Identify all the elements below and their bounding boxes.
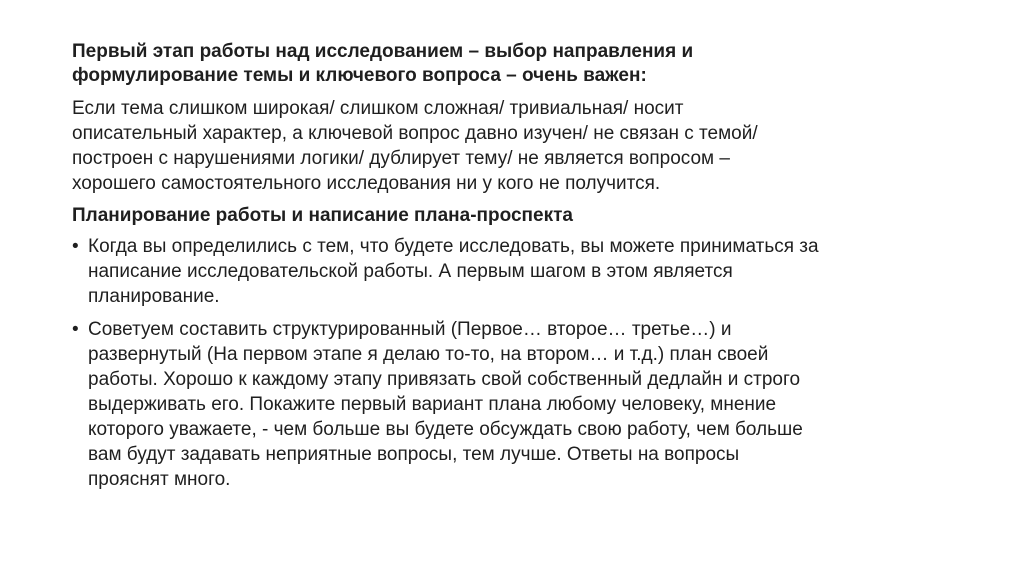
- heading-line: формулирование темы и ключевого вопроса – очень важен:: [72, 65, 647, 86]
- paragraph-line: описательный характер, а ключевой вопрос давно изучен/ не связан с темой/: [72, 123, 758, 144]
- bullet-text: [88, 234, 952, 309]
- bullet-line: Когда вы определились с тем, что будете исследовать, вы можете приниматься за: [88, 236, 819, 257]
- bullet-dot-icon: •: [72, 236, 79, 257]
- bullet-line: планирование.: [88, 286, 220, 307]
- bullet-dot-icon: •: [72, 319, 79, 340]
- bullet-line: прояснят много.: [88, 469, 231, 490]
- bullet-line: работы. Хорошо к каждому этапу привязать свой собственный дедлайн и строго: [88, 369, 801, 390]
- section-subheading: Планирование работы и написание плана-проспекта: [72, 205, 573, 226]
- bullet-item-plan-advice: [72, 317, 952, 492]
- slide-content: [72, 40, 952, 500]
- intro-paragraph: [72, 96, 952, 196]
- bullet-line: Советуем составить структурированный (Первое… второе… третье…) и: [88, 319, 732, 340]
- bullet-text: [88, 317, 952, 492]
- slide-heading: [72, 40, 952, 88]
- paragraph-line: хорошего самостоятельного исследования ни у кого не получится.: [72, 173, 661, 194]
- paragraph-line: Если тема слишком широкая/ слишком сложная/ тривиальная/ носит: [72, 98, 684, 119]
- paragraph-line: построен с нарушениями логики/ дублирует тему/ не является вопросом –: [72, 148, 730, 169]
- bullet-line: развернутый (На первом этапе я делаю то-то, на втором… и т.д.) план своей: [88, 344, 769, 365]
- heading-line: Первый этап работы над исследованием – выбор направления и: [72, 41, 694, 62]
- bullet-line: написание исследовательской работы. А первым шагом в этом является: [88, 261, 733, 282]
- bullet-line: вам будут задавать неприятные вопросы, тем лучше. Ответы на вопросы: [88, 444, 740, 465]
- bullet-line: выдерживать его. Покажите первый вариант плана любому человеку, мнение: [88, 394, 777, 415]
- bullet-line: которого уважаете, - чем больше вы будете обсуждать свою работу, чем больше: [88, 419, 803, 440]
- bullet-item-planning: [72, 234, 952, 309]
